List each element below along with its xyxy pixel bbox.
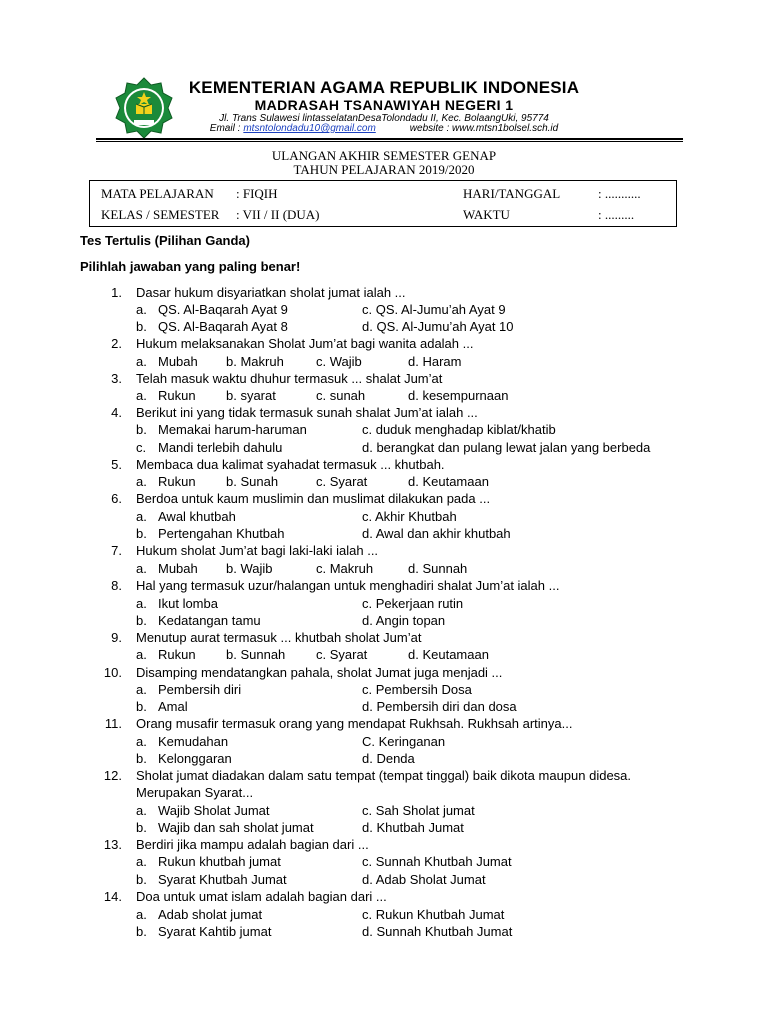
- question-text: Hukum sholat Jum’at bagi laki-laki ialah ...: [136, 543, 379, 558]
- option-text: c. Rukun Khutbah Jumat: [362, 907, 505, 922]
- option-text: c. duduk menghadap kiblat/khatib: [362, 422, 556, 437]
- option-letter: a.: [136, 734, 147, 749]
- question-number: 10.: [103, 665, 122, 680]
- question-number: 5.: [111, 457, 122, 472]
- question-number: 4.: [111, 405, 122, 420]
- question-number: 3.: [111, 371, 122, 386]
- option-letter: b.: [136, 319, 147, 334]
- option-letter: a.: [136, 803, 147, 818]
- option-text: c. QS. Al-Jumu’ah Ayat 9: [362, 302, 506, 317]
- question-number: 7.: [111, 543, 122, 558]
- option-text: Syarat Khutbah Jumat: [158, 872, 287, 887]
- option-text: b. syarat: [226, 388, 276, 403]
- option-text: d. Khutbah Jumat: [362, 820, 464, 835]
- option-letter: a.: [136, 907, 147, 922]
- option-text: d. Sunnah: [408, 561, 468, 576]
- time-label: WAKTU: [463, 207, 510, 222]
- email-link[interactable]: mtsntolondadu10@gmail.com: [243, 123, 376, 134]
- option-text: Rukun: [158, 388, 196, 403]
- option-letter: c.: [136, 440, 147, 455]
- option-text: Rukun: [158, 647, 196, 662]
- option-text: Kemudahan: [158, 734, 229, 749]
- option-text: d. Awal dan akhir khutbah: [362, 526, 511, 541]
- question-text: Menutup aurat termasuk ... khutbah sholat Jum’at: [136, 630, 422, 645]
- option-text: Wajib Sholat Jumat: [158, 803, 270, 818]
- option-text: Rukun: [158, 474, 196, 489]
- option-text: QS. Al-Baqarah Ayat 9: [158, 302, 288, 317]
- email-label: Email :: [209, 123, 241, 134]
- option-text: c. Pembersih Dosa: [362, 682, 472, 697]
- day-label: HARI/TANGGAL: [463, 186, 561, 201]
- option-letter: a.: [136, 561, 147, 576]
- option-letter: a.: [136, 509, 147, 524]
- option-text: Kelonggaran: [158, 751, 232, 766]
- option-text: c. Syarat: [316, 647, 368, 662]
- question-text-continued: Merupakan Syarat...: [136, 785, 254, 800]
- letterhead: [0, 70, 768, 140]
- option-text: c. Sunnah Khutbah Jumat: [362, 854, 512, 869]
- option-text: c. sunah: [316, 388, 366, 403]
- class-value: : VII / II (DUA): [236, 207, 320, 222]
- school-contact: [184, 123, 584, 134]
- instruction-heading: Pilihlah jawaban yang paling benar!: [80, 259, 301, 274]
- option-text: c. Akhir Khutbah: [362, 509, 457, 524]
- option-text: c. Sah Sholat jumat: [362, 803, 475, 818]
- option-text: c. Makruh: [316, 561, 374, 576]
- option-text: C. Keringanan: [362, 734, 446, 749]
- option-letter: a.: [136, 302, 147, 317]
- option-letter: a.: [136, 682, 147, 697]
- question-text: Membaca dua kalimat syahadat termasuk ... khutbah.: [136, 457, 445, 472]
- option-text: b. Sunnah: [226, 647, 286, 662]
- school-name: MADRASAH TSANAWIYAH NEGERI 1: [254, 97, 514, 113]
- option-letter: b.: [136, 751, 147, 766]
- option-text: c. Pekerjaan rutin: [362, 596, 464, 611]
- option-text: d. Denda: [362, 751, 415, 766]
- option-text: d. QS. Al-Jumu’ah Ayat 10: [362, 319, 514, 334]
- option-text: d. berangkat dan pulang lewat jalan yang berbeda: [362, 440, 651, 455]
- question-text: Berdoa untuk kaum muslimin dan muslimat dilakukan pada ...: [136, 491, 491, 506]
- option-text: Syarat Kahtib jumat: [158, 924, 272, 939]
- question-text: Hukum melaksanakan Sholat Jum’at bagi wanita adalah ...: [136, 336, 474, 351]
- kemenag-logo-icon: [112, 76, 176, 140]
- option-text: c. Wajib: [316, 354, 362, 369]
- option-text: Rukun khutbah jumat: [158, 854, 281, 869]
- question-number: 1.: [111, 285, 122, 300]
- subject-value: : FIQIH: [236, 186, 278, 201]
- question-number: 6.: [111, 491, 122, 506]
- option-text: d. Haram: [408, 354, 462, 369]
- option-text: d. kesempurnaan: [408, 388, 509, 403]
- option-text: b. Wajib: [226, 561, 273, 576]
- option-letter: a.: [136, 354, 147, 369]
- exam-info-box: [89, 180, 677, 227]
- option-letter: b.: [136, 613, 147, 628]
- option-text: Mubah: [158, 354, 198, 369]
- question-number: 8.: [111, 578, 122, 593]
- option-letter: b.: [136, 924, 147, 939]
- question-text: Berikut ini yang tidak termasuk sunah shalat Jum’at ialah ...: [136, 405, 478, 420]
- question-text: Orang musafir termasuk orang yang mendapat Rukhsah. Rukhsah artinya...: [136, 716, 573, 731]
- exam-title: ULANGAN AKHIR SEMESTER GENAP: [271, 148, 497, 163]
- option-text: Kedatangan tamu: [158, 613, 261, 628]
- option-text: b. Sunah: [226, 474, 279, 489]
- question-text: Telah masuk waktu dhuhur termasuk ... shalat Jum’at: [136, 371, 443, 386]
- school-address: Jl. Trans Sulawesi lintasselatanDesaTolondadu II, Kec. BolaangUki, 95774: [219, 113, 549, 124]
- header-divider-thin: [96, 141, 683, 142]
- option-text: c. Syarat: [316, 474, 368, 489]
- option-letter: a.: [136, 854, 147, 869]
- option-text: Pertengahan Khutbah: [158, 526, 285, 541]
- option-letter: a.: [136, 647, 147, 662]
- option-text: Memakai harum-haruman: [158, 422, 307, 437]
- question-text: Berdiri jika mampu adalah bagian dari ...: [136, 837, 369, 852]
- class-label: KELAS / SEMESTER: [101, 207, 220, 222]
- website-text[interactable]: website : www.mtsn1bolsel.sch.id: [409, 123, 559, 134]
- question-number: 2.: [111, 336, 122, 351]
- option-text: d. Angin topan: [362, 613, 446, 628]
- option-text: Adab sholat jumat: [158, 907, 263, 922]
- question-number: 13.: [103, 837, 122, 852]
- option-letter: a.: [136, 388, 147, 403]
- option-text: Awal khutbah: [158, 509, 236, 524]
- question-number: 11.: [104, 716, 122, 731]
- test-type-heading: Tes Tertulis (Pilihan Ganda): [80, 233, 250, 248]
- option-letter: b.: [136, 820, 147, 835]
- option-text: d. Pembersih diri dan dosa: [362, 699, 517, 714]
- question-number: 14.: [103, 889, 122, 904]
- option-text: b. Makruh: [226, 354, 284, 369]
- exam-year: TAHUN PELAJARAN 2019/2020: [293, 162, 475, 177]
- option-text: d. Keutamaan: [408, 474, 489, 489]
- day-value: : ...........: [598, 186, 641, 201]
- option-text: Mubah: [158, 561, 198, 576]
- header-divider: [96, 138, 683, 140]
- option-text: Amal: [158, 699, 188, 714]
- time-value: : .........: [598, 207, 635, 222]
- subject-label: MATA PELAJARAN: [101, 186, 214, 201]
- option-text: d. Adab Sholat Jumat: [362, 872, 486, 887]
- option-letter: a.: [136, 474, 147, 489]
- option-text: d. Sunnah Khutbah Jumat: [362, 924, 513, 939]
- question-text: Doa untuk umat islam adalah bagian dari ...: [136, 889, 387, 904]
- option-letter: b.: [136, 872, 147, 887]
- option-letter: b.: [136, 422, 147, 437]
- option-text: Mandi terlebih dahulu: [158, 440, 283, 455]
- institution-name: KEMENTERIAN AGAMA REPUBLIK INDONESIA: [188, 78, 580, 97]
- option-letter: b.: [136, 699, 147, 714]
- option-text: d. Keutamaan: [408, 647, 489, 662]
- option-letter: b.: [136, 526, 147, 541]
- option-letter: a.: [136, 596, 147, 611]
- option-text: Pembersih diri: [158, 682, 242, 697]
- question-number: 12.: [103, 768, 122, 783]
- option-text: Ikut lomba: [158, 596, 218, 611]
- question-text: Sholat jumat diadakan dalam satu tempat (tempat tinggal) baik dikota maupun didesa.: [136, 768, 632, 783]
- question-text: Hal yang termasuk uzur/halangan untuk menghadiri shalat Jum’at ialah ...: [136, 578, 560, 593]
- option-text: QS. Al-Baqarah Ayat 8: [158, 319, 288, 334]
- question-text: Disamping mendatangkan pahala, sholat Jumat juga menjadi ...: [136, 665, 503, 680]
- question-text: Dasar hukum disyariatkan sholat jumat ialah ...: [136, 285, 406, 300]
- option-text: Wajib dan sah sholat jumat: [158, 820, 314, 835]
- question-number: 9.: [111, 630, 122, 645]
